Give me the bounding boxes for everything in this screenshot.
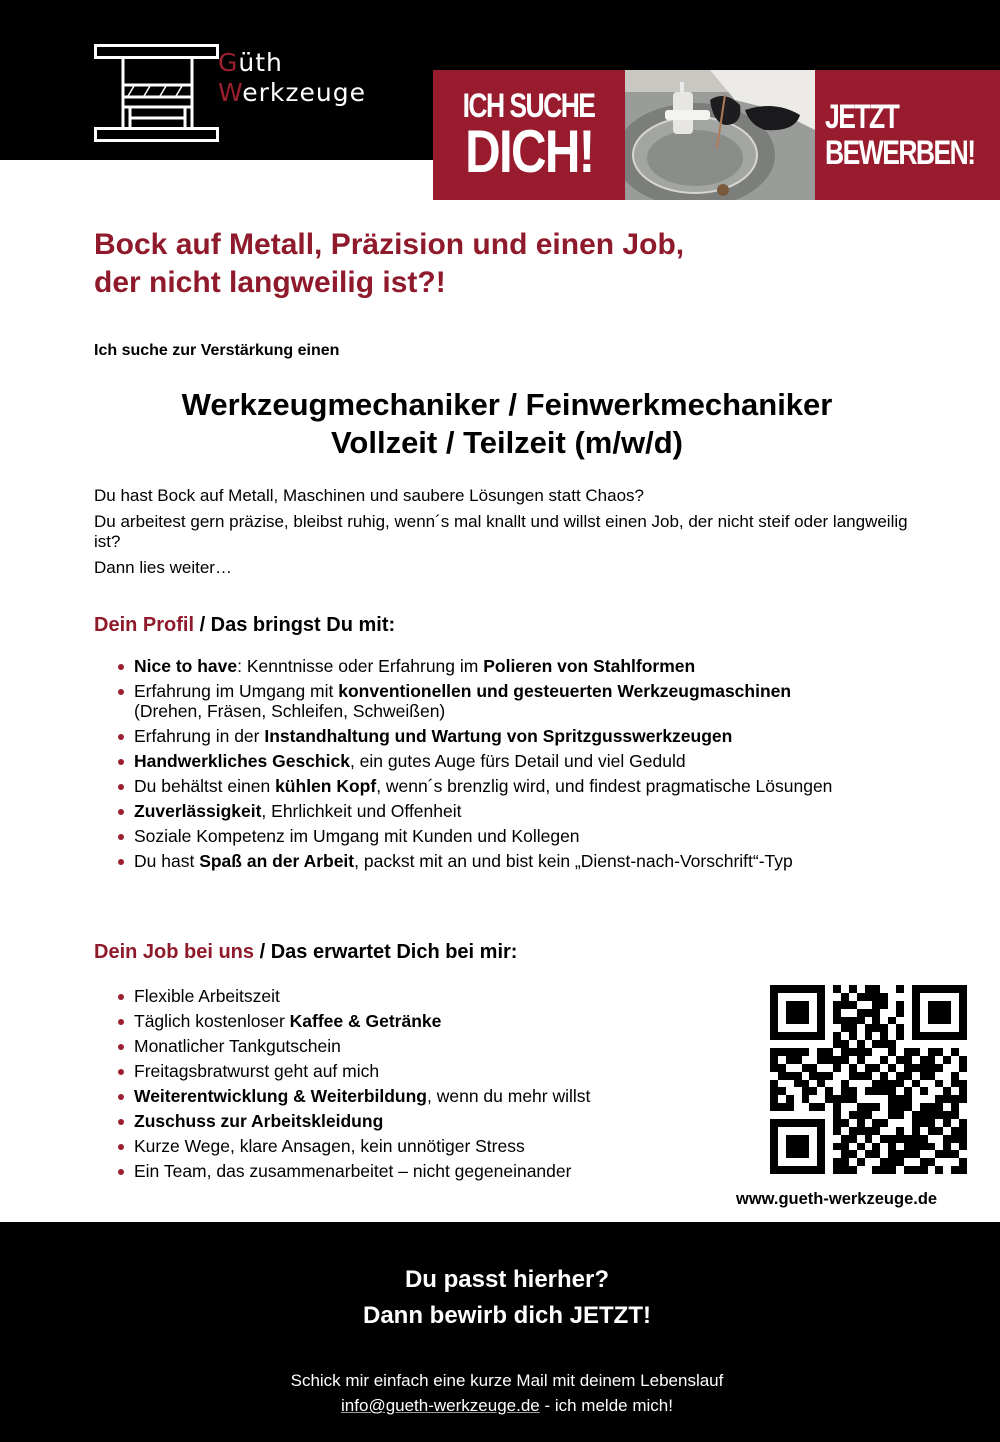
- press-tool-icon: [90, 40, 225, 150]
- recruiting-banner[interactable]: [433, 70, 1000, 200]
- mail-line2: [0, 1393, 1000, 1418]
- intro-text: [94, 486, 924, 584]
- list-item: Nice to have: Kenntnisse oder Erfahrung im Polieren von Stahlformen: [118, 656, 898, 676]
- list-item: Erfahrung im Umgang mit konventionellen und gesteuerten Werkzeugmaschinen (Drehen, Fräsen, Schleifen, Schweißen): [118, 681, 898, 721]
- footer-cta: [0, 1222, 1000, 1442]
- logo-wordmark: [218, 48, 366, 108]
- bullet-icon: [118, 1019, 124, 1025]
- footer-cta-heading: [0, 1262, 1000, 1334]
- bullet-icon: [118, 809, 124, 815]
- bullet-icon: [118, 1169, 124, 1175]
- job-title-line1: Werkzeugmechaniker / Feinwerkmechaniker: [181, 387, 833, 422]
- logo-text-line1: üth: [238, 48, 283, 77]
- job-heading: [94, 941, 517, 964]
- banner-right-line1: JETZT: [825, 98, 899, 136]
- profile-heading: [94, 614, 395, 637]
- intro-paragraph: Du arbeitest gern präzise, bleibst ruhig, wenn´s mal knallt und willst einen Job, der nicht steif oder langweilig ist?: [94, 512, 908, 551]
- job-heading-rest: / Das erwartet Dich bei mir:: [254, 941, 518, 963]
- list-item: Du behältst einen kühlen Kopf, wenn´s brenzlig wird, und findest pragmatische Lösungen: [118, 776, 838, 796]
- intro-paragraph: Du hast Bock auf Metall, Maschinen und saubere Lösungen statt Chaos?: [94, 486, 645, 505]
- bullet-icon: [118, 834, 124, 840]
- banner-left-line2: DICH!: [464, 118, 594, 185]
- job-title: [0, 386, 1000, 462]
- banner-right-line2: BEWERBEN!: [825, 134, 975, 172]
- mail-line1: Schick mir einfach eine kurze Mail mit deinem Lebenslauf: [290, 1371, 724, 1390]
- profile-heading-accent: Dein Profil: [94, 614, 195, 636]
- bullet-icon: [118, 759, 124, 765]
- banner-ich-suche-dich: [433, 70, 625, 200]
- bullet-icon: [118, 664, 124, 670]
- logo-initial-w: W: [218, 78, 243, 107]
- banner-left-line1: ICH SUCHE: [463, 87, 595, 125]
- email-link[interactable]: info@gueth-werkzeuge.de: [341, 1396, 540, 1415]
- cta-line2: Dann bewirb dich JETZT!: [362, 1302, 651, 1329]
- headline-line2: der nicht langweilig ist?!: [94, 266, 446, 299]
- banner-jetzt-bewerben[interactable]: [815, 70, 1000, 200]
- headline-line1: Bock auf Metall, Präzision und einen Job,: [94, 228, 685, 261]
- profile-heading-rest: / Das bringst Du mit:: [194, 614, 396, 636]
- intro-paragraph: Dann lies weiter…: [94, 558, 232, 577]
- list-item: Monatlicher Tankgutschein: [118, 1036, 738, 1056]
- job-heading-accent: Dein Job bei uns: [94, 941, 255, 963]
- bullet-icon: [118, 784, 124, 790]
- bullet-icon: [118, 994, 124, 1000]
- list-item: Ein Team, das zusammenarbeitet – nicht gegeneinander: [118, 1161, 738, 1181]
- intro-label: Ich suche zur Verstärkung einen: [94, 342, 340, 359]
- bullet-icon: [118, 859, 124, 865]
- logo-text-line2: erkzeuge: [242, 78, 367, 107]
- benefits-list: [118, 986, 738, 1186]
- headline: [94, 226, 914, 302]
- list-item: Zuverlässigkeit, Ehrlichkeit und Offenheit: [118, 801, 898, 821]
- bullet-icon: [118, 1144, 124, 1150]
- bullet-icon: [118, 689, 124, 695]
- bullet-icon: [118, 1094, 124, 1100]
- job-title-line2: Vollzeit / Teilzeit (m/w/d): [331, 425, 683, 460]
- qr-code-icon[interactable]: [770, 985, 967, 1182]
- bullet-icon: [118, 1069, 124, 1075]
- footer-mail-text: [0, 1368, 1000, 1418]
- list-item: Flexible Arbeitszeit: [118, 986, 738, 1006]
- list-item: Täglich kostenloser Kaffee & Getränke: [118, 1011, 738, 1031]
- list-item: Weiterentwicklung & Weiterbildung, wenn du mehr willst: [118, 1086, 738, 1106]
- bullet-icon: [118, 1044, 124, 1050]
- profile-list: [118, 656, 898, 876]
- website-link[interactable]: www.gueth-werkzeuge.de: [736, 1190, 938, 1208]
- list-item: Kurze Wege, klare Ansagen, kein unnötiger Stress: [118, 1136, 738, 1156]
- workshop-photo: [625, 70, 815, 200]
- list-item: Handwerkliches Geschick, ein gutes Auge fürs Detail und viel Geduld: [118, 751, 898, 771]
- list-item: Soziale Kompetenz im Umgang mit Kunden und Kollegen: [118, 826, 898, 846]
- cta-line1: Du passt hierher?: [404, 1266, 610, 1293]
- list-item: Du hast Spaß an der Arbeit, packst mit an und bist kein „Dienst-nach-Vorschrift“-Typ: [118, 851, 898, 871]
- list-item: Zuschuss zur Arbeitskleidung: [118, 1111, 738, 1131]
- mail-line2-rest: - ich melde mich!: [539, 1396, 673, 1415]
- list-item: Erfahrung in der Instandhaltung und Wartung von Spritzgusswerkzeugen: [118, 726, 898, 746]
- polishing-mold-image: [625, 70, 815, 200]
- logo-initial-g: G: [218, 48, 239, 77]
- bullet-icon: [118, 734, 124, 740]
- list-item: Freitagsbratwurst geht auf mich: [118, 1061, 738, 1081]
- bullet-icon: [118, 1119, 124, 1125]
